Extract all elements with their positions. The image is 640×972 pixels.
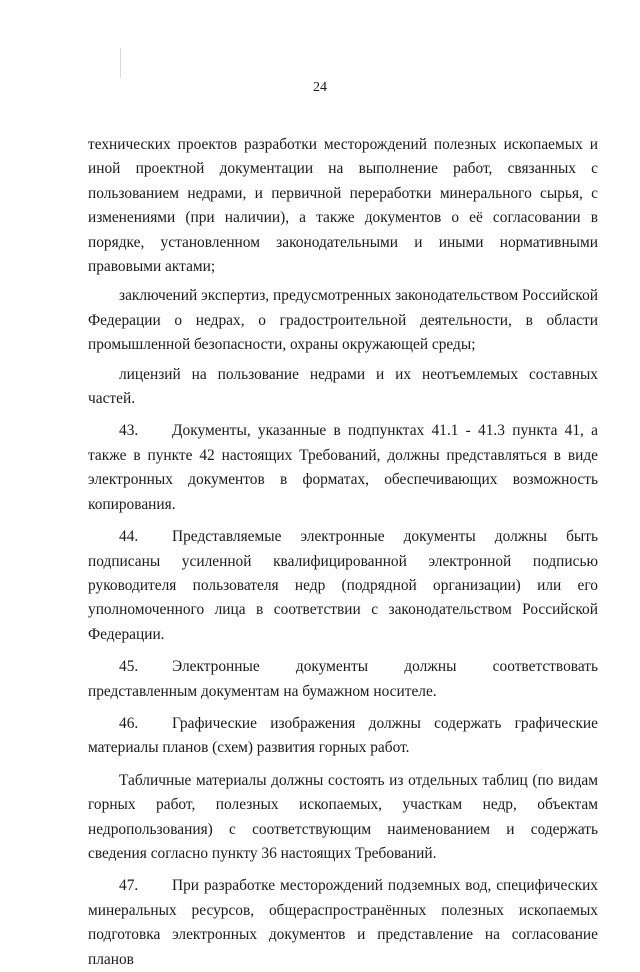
paragraph-technical-projects	[88, 133, 598, 279]
paragraph-item-44	[88, 525, 598, 647]
paragraph-item-45	[88, 655, 598, 704]
paragraph-text: заключений экспертиз, предусмотренных законодательством Российской Федерации о недрах, о градостроительной деятельности, в области промышленной безопасности, охраны окружающей среды;	[88, 287, 598, 354]
item-number: 43.	[119, 422, 139, 440]
paragraph-text: технических проектов разработки месторождений полезных ископаемых и иной проектной документации на выполнение работ, связанных с пользованием недрами, и первичной переработки минерального сырья, с изменениями (при наличии), а также документов о её согласовании в порядке, установленном законодательными и иными нормативными правовыми актами;	[88, 136, 598, 276]
item-number: 45.	[119, 658, 139, 676]
paragraph-item-46	[88, 712, 598, 761]
paragraph-text: Электронные документы должны соответствовать представленным документам на бумажном носителе.	[88, 658, 598, 700]
paragraph-text: Графические изображения должны содержать графические материалы планов (схем) развития горных работ.	[88, 714, 598, 757]
paragraph-item-43	[88, 419, 598, 517]
item-number: 44.	[119, 528, 139, 546]
page-number: 24	[313, 80, 327, 95]
document-body	[88, 133, 598, 972]
scan-artifact-line	[120, 48, 121, 78]
paragraph-text: Документы, указанные в подпунктах 41.1 - 41.3 пункта 41, а также в пункте 42 настоящих Требований, должны представляться в виде электронных документов в форматах, обеспечивающих возможность копирования.	[88, 422, 598, 513]
item-number: 47.	[119, 877, 139, 895]
paragraph-text: Представляемые электронные документы должны быть подписаны усиленной квалифицированной электронной подписью руководителя пользователя недр (подрядной организации) или его уполномоченного лица в соответствии с законодательством Российской Федерации.	[88, 528, 598, 643]
paragraph-item-47	[88, 874, 598, 972]
paragraph-table-materials	[88, 769, 598, 867]
paragraph-text: При разработке месторождений подземных вод, специфических минеральных ресурсов, общераспространённых полезных ископаемых подготовка электронных документов и представление на согласование планов	[88, 877, 598, 968]
paragraph-text: лицензий на пользование недрами и их неотъемлемых составных частей.	[88, 365, 598, 408]
paragraph-licenses	[88, 363, 598, 412]
paragraph-text: Табличные материалы должны состоять из отдельных таблиц (по видам горных работ, полезных ископаемых, участкам недр, объектам недропользования) с соответствующим наименованием и содержать сведения согласно пункту 36 настоящих Требований.	[88, 771, 598, 862]
paragraph-expert-conclusions	[88, 284, 598, 357]
item-number: 46.	[119, 714, 139, 732]
